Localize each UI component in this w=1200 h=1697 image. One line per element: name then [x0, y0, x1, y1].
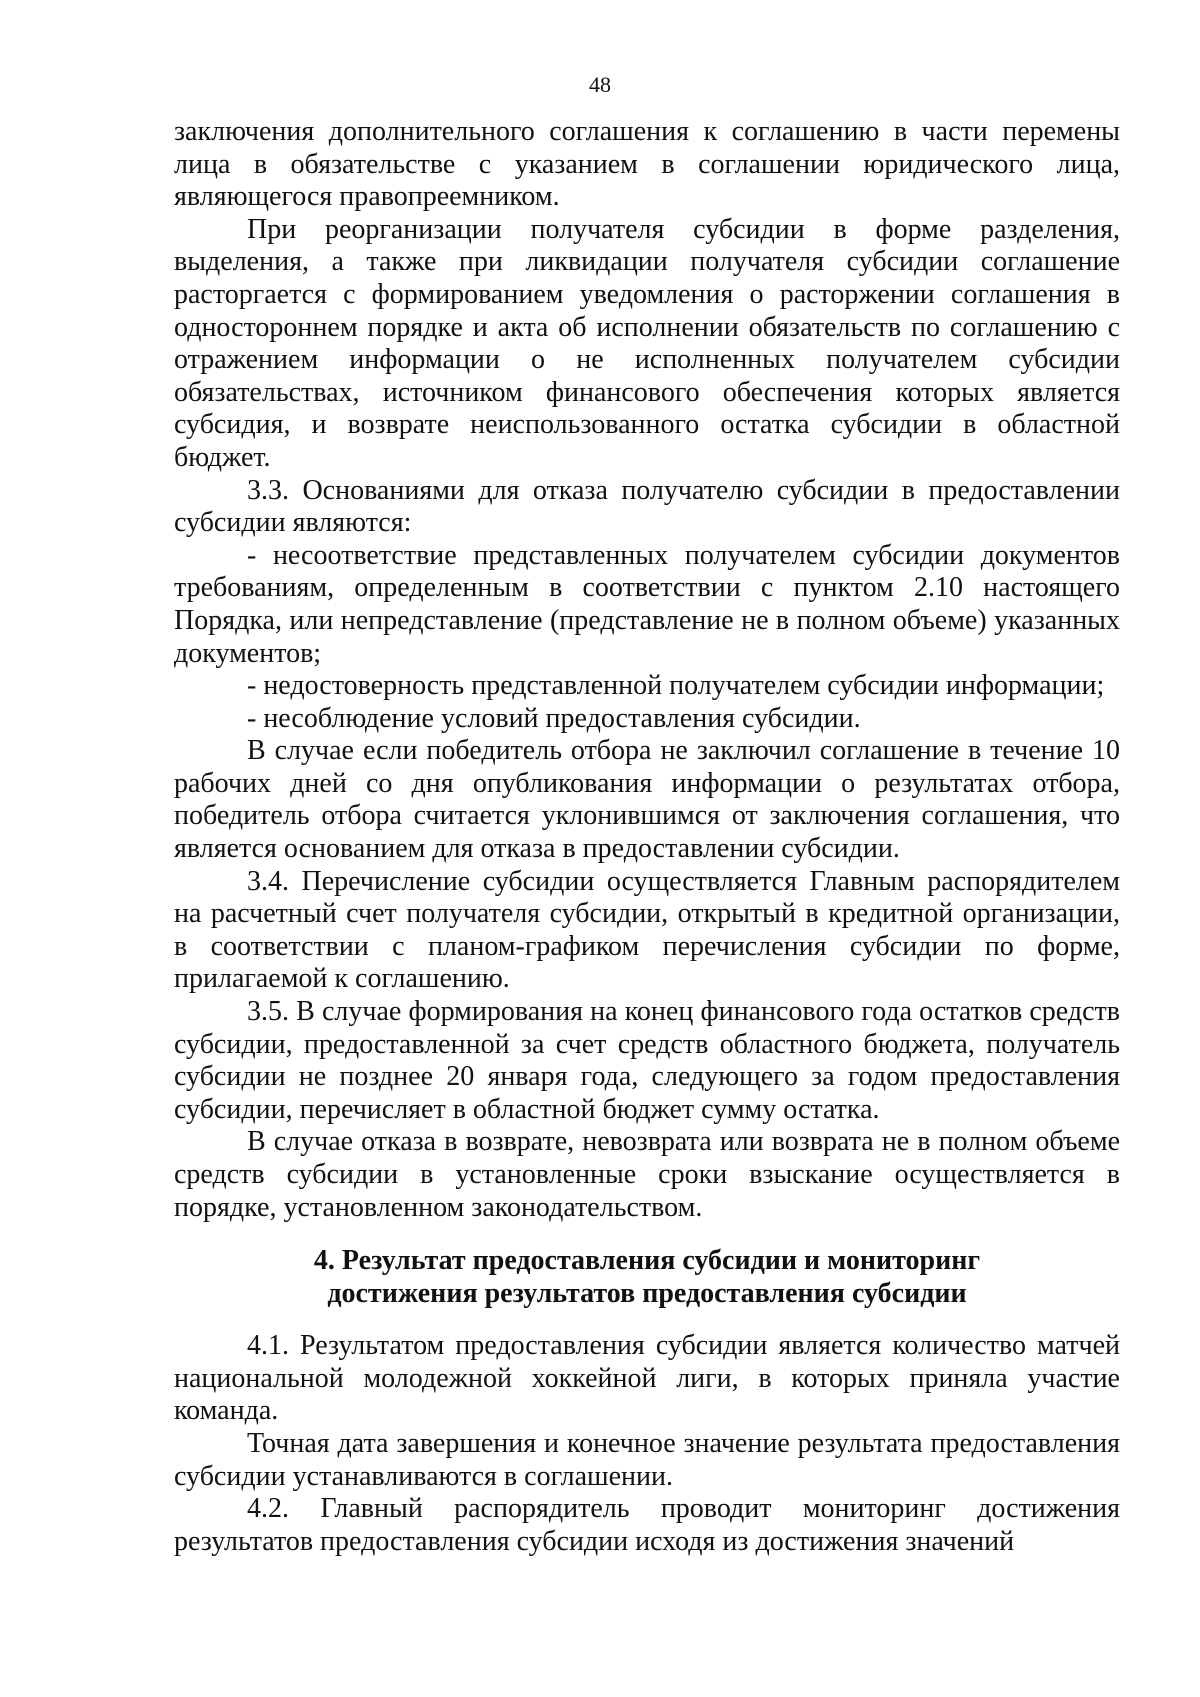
paragraph: В случае если победитель отбора не заключил соглашение в течение 10 рабочих дней со дня опубликования информации о результатах отбора, победитель отбора считается уклонившимся от заключения соглашения, что является основанием для отказа в предоставлении субсидии.	[174, 735, 1120, 865]
paragraph-clause-3-5: 3.5. В случае формирования на конец финансового года остатков средств субсидии, предоставленной за счет средств областного бюджета, получатель субсидии не позднее 20 января года, следующего за годом предоставления субсидии, перечисляет в областной бюджет сумму остатка.	[174, 996, 1120, 1125]
section-heading	[174, 1244, 1120, 1310]
paragraph-clause-3-4: 3.4. Перечисление субсидии осуществляется Главным распорядителем на расчетный счет получателя субсидии, открытый в кредитной организации, в соответствии с планом-графиком перечисления субсидии по форме, прилагаемой к соглашению.	[174, 865, 1120, 995]
list-item: - недостоверность представленной получателем субсидии информации;	[247, 670, 1105, 702]
paragraph: заключения дополнительного соглашения к соглашению в части перемены лица в обязательстве с указанием в соглашении юридического лица, являющегося правопреемником.	[174, 116, 1120, 213]
paragraph: Точная дата завершения и конечное значение результата предоставления субсидии устанавливаются в соглашении.	[174, 1427, 1120, 1492]
paragraph-clause-4-2: 4.2. Главный распорядитель проводит мониторинг достижения результатов предоставления субсидии исходя из достижения значений	[174, 1493, 1120, 1557]
list-item: - несоответствие представленных получателем субсидии документов требованиям, определенным в соответствии с пунктом 2.10 настоящего Порядка, или непредставление (представление не в полном объеме) указанных документов;	[174, 539, 1120, 669]
page-number: 48	[589, 72, 611, 97]
paragraph: В случае отказа в возврате, невозврата или возврата не в полном объеме средств субсидии в установленные сроки взыскание осуществляется в порядке, установленном законодательством.	[174, 1126, 1120, 1223]
document-body	[174, 116, 1120, 1558]
paragraph: При реорганизации получателя субсидии в форме разделения, выделения, а также при ликвидации получателя субсидии соглашение расторгается с формированием уведомления о расторжении соглашения в одностороннем порядке и акта об исполнении обязательств по соглашению с отражением информации о не исполненных получателем субсидии обязательствах, источником финансового обеспечения которых является субсидия, и возврате неиспользованного остатка субсидии в областной бюджет.	[174, 213, 1120, 473]
paragraph-clause-3-3: 3.3. Основаниями для отказа получателю субсидии в предоставлении субсидии являются:	[174, 474, 1120, 539]
paragraph-clause-4-1: 4.1. Результатом предоставления субсидии является количество матчей национальной молодежной хоккейной лиги, в которых приняла участие команда.	[174, 1330, 1120, 1427]
list-item: - несоблюдение условий предоставления субсидии.	[247, 702, 861, 734]
section-heading-line: достижения результатов предоставления субсидии	[327, 1278, 967, 1310]
section-heading-line: 4. Результат предоставления субсидии и мониторинг	[313, 1245, 981, 1277]
